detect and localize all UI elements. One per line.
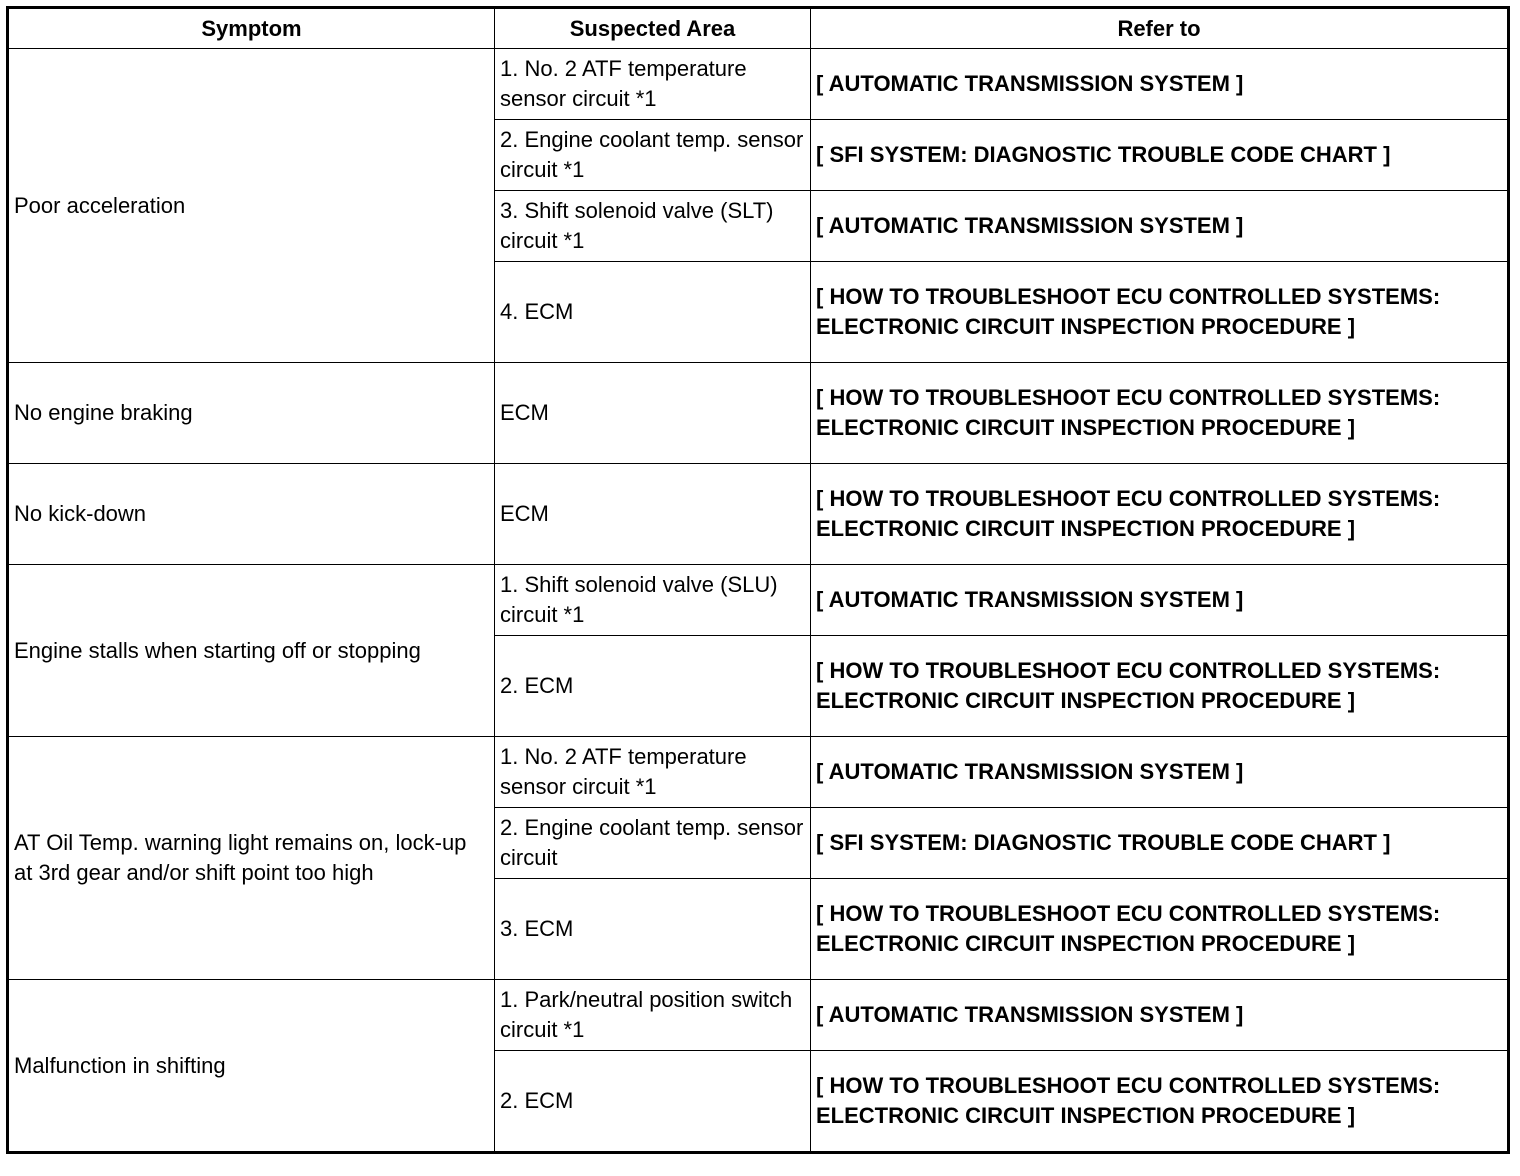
refer-to-cell: [ AUTOMATIC TRANSMISSION SYSTEM ] — [811, 49, 1509, 120]
symptom-cell: No engine braking — [8, 363, 495, 464]
refer-to-cell: [ SFI SYSTEM: DIAGNOSTIC TROUBLE CODE CHART ] — [811, 120, 1509, 191]
refer-to-cell: [ AUTOMATIC TRANSMISSION SYSTEM ] — [811, 737, 1509, 808]
suspected-area-cell: ECM — [495, 464, 811, 565]
table-row — [8, 363, 1509, 464]
table-row — [8, 49, 1509, 120]
refer-to-cell: [ HOW TO TROUBLESHOOT ECU CONTROLLED SYSTEMS: ELECTRONIC CIRCUIT INSPECTION PROCEDURE ] — [811, 363, 1509, 464]
refer-to-cell: [ HOW TO TROUBLESHOOT ECU CONTROLLED SYSTEMS: ELECTRONIC CIRCUIT INSPECTION PROCEDURE ] — [811, 636, 1509, 737]
suspected-area-cell: ECM — [495, 363, 811, 464]
suspected-area-cell: 2. ECM — [495, 636, 811, 737]
suspected-area-cell: 4. ECM — [495, 262, 811, 363]
refer-to-cell: [ HOW TO TROUBLESHOOT ECU CONTROLLED SYSTEMS: ELECTRONIC CIRCUIT INSPECTION PROCEDURE ] — [811, 1051, 1509, 1153]
header-suspected-area: Suspected Area — [495, 8, 811, 49]
table-row — [8, 464, 1509, 565]
symptom-cell: Engine stalls when starting off or stopping — [8, 565, 495, 737]
suspected-area-cell: 1. No. 2 ATF temperature sensor circuit *1 — [495, 49, 811, 120]
header-refer-to: Refer to — [811, 8, 1509, 49]
header-symptom: Symptom — [8, 8, 495, 49]
refer-to-cell: [ HOW TO TROUBLESHOOT ECU CONTROLLED SYSTEMS: ELECTRONIC CIRCUIT INSPECTION PROCEDURE ] — [811, 262, 1509, 363]
refer-to-cell: [ HOW TO TROUBLESHOOT ECU CONTROLLED SYSTEMS: ELECTRONIC CIRCUIT INSPECTION PROCEDURE ] — [811, 879, 1509, 980]
header-row — [8, 8, 1509, 49]
suspected-area-cell: 1. No. 2 ATF temperature sensor circuit *1 — [495, 737, 811, 808]
refer-to-cell: [ AUTOMATIC TRANSMISSION SYSTEM ] — [811, 191, 1509, 262]
symptom-cell: No kick-down — [8, 464, 495, 565]
refer-to-cell: [ AUTOMATIC TRANSMISSION SYSTEM ] — [811, 980, 1509, 1051]
refer-to-cell: [ AUTOMATIC TRANSMISSION SYSTEM ] — [811, 565, 1509, 636]
suspected-area-cell: 1. Shift solenoid valve (SLU) circuit *1 — [495, 565, 811, 636]
suspected-area-cell: 2. Engine coolant temp. sensor circuit *1 — [495, 120, 811, 191]
symptom-cell: AT Oil Temp. warning light remains on, lock-up at 3rd gear and/or shift point too high — [8, 737, 495, 980]
suspected-area-cell: 1. Park/neutral position switch circuit *1 — [495, 980, 811, 1051]
refer-to-cell: [ HOW TO TROUBLESHOOT ECU CONTROLLED SYSTEMS: ELECTRONIC CIRCUIT INSPECTION PROCEDURE ] — [811, 464, 1509, 565]
symptom-cell: Malfunction in shifting — [8, 980, 495, 1153]
troubleshooting-table — [6, 6, 1510, 1154]
refer-to-cell: [ SFI SYSTEM: DIAGNOSTIC TROUBLE CODE CHART ] — [811, 808, 1509, 879]
suspected-area-cell: 2. ECM — [495, 1051, 811, 1153]
table-row — [8, 980, 1509, 1051]
table-row — [8, 565, 1509, 636]
suspected-area-cell: 3. ECM — [495, 879, 811, 980]
suspected-area-cell: 2. Engine coolant temp. sensor circuit — [495, 808, 811, 879]
suspected-area-cell: 3. Shift solenoid valve (SLT) circuit *1 — [495, 191, 811, 262]
symptom-cell: Poor acceleration — [8, 49, 495, 363]
table-row — [8, 737, 1509, 808]
